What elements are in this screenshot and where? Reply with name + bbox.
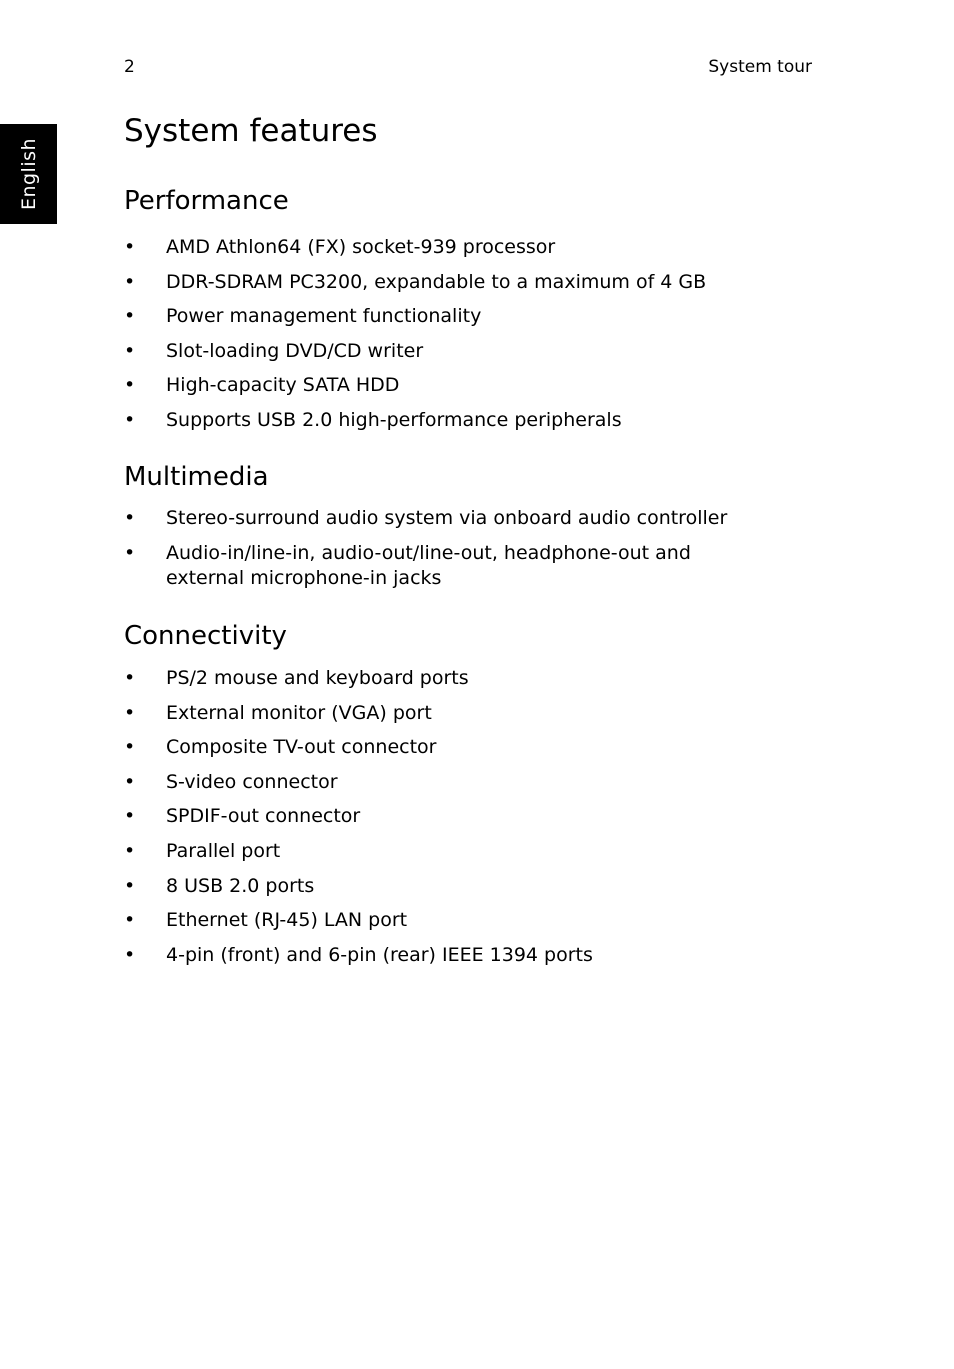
bullet-icon: • [124, 874, 136, 897]
list-item-text: Slot-loading DVD/CD writer [166, 339, 424, 362]
page-number: 2 [124, 57, 135, 77]
list-item [124, 804, 824, 829]
list-item-text: 4-pin (front) and 6-pin (rear) IEEE 1394 ports [166, 943, 593, 966]
list-item-text: DDR-SDRAM PC3200, expandable to a maximum of 4 GB [166, 270, 707, 293]
list-item-text: 8 USB 2.0 ports [166, 874, 315, 897]
list-item [124, 373, 824, 398]
feature-list [124, 666, 824, 968]
list-item-text: Ethernet (RJ-45) LAN port [166, 909, 408, 932]
feature-list [124, 506, 824, 591]
bullet-icon: • [124, 805, 136, 828]
bullet-icon: • [124, 507, 136, 529]
list-item [124, 701, 824, 726]
list-item-text: AMD Athlon64 (FX) socket-939 processor [166, 236, 556, 258]
list-item-text: SPDIF-out connector [166, 805, 361, 828]
list-item-text: Power management functionality [166, 305, 482, 328]
list-item-text: External monitor (VGA) port [166, 701, 432, 724]
section-connectivity [124, 621, 824, 977]
list-item [124, 735, 824, 760]
list-item [124, 270, 824, 295]
list-item-text: S-video connector [166, 770, 338, 793]
bullet-icon: • [124, 839, 136, 862]
language-tab-label: English [17, 137, 40, 211]
list-item [124, 874, 824, 899]
bullet-icon: • [124, 374, 136, 397]
list-item-text: Supports USB 2.0 high-performance peripherals [166, 408, 622, 431]
list-item [124, 908, 824, 933]
list-item [124, 506, 824, 531]
list-item [124, 339, 824, 364]
bullet-icon: • [124, 770, 136, 793]
list-item [124, 541, 756, 591]
bullet-icon: • [124, 541, 136, 564]
page-title: System features [124, 113, 378, 149]
list-item-text: PS/2 mouse and keyboard ports [166, 667, 469, 689]
list-item [124, 235, 824, 260]
bullet-icon: • [124, 701, 136, 724]
section-heading: Connectivity [124, 621, 287, 651]
section-heading: Performance [124, 186, 289, 216]
bullet-icon: • [124, 736, 136, 759]
bullet-icon: • [124, 943, 136, 966]
bullet-icon: • [124, 909, 136, 932]
list-item [124, 304, 824, 329]
bullet-icon: • [124, 339, 136, 362]
list-item-text: Audio-in/line-in, audio-out/line-out, headphone-out and external microphone-in jacks [166, 541, 691, 589]
feature-list [124, 235, 824, 433]
section-heading: Multimedia [124, 462, 269, 492]
bullet-icon: • [124, 667, 136, 689]
language-tab [0, 124, 57, 224]
list-item [124, 666, 824, 691]
bullet-icon: • [124, 270, 136, 293]
list-item-text: Stereo-surround audio system via onboard audio controller [166, 507, 728, 529]
list-item-text: Parallel port [166, 839, 281, 862]
list-item-text: High-capacity SATA HDD [166, 374, 400, 397]
running-header: System tour [708, 57, 812, 77]
list-item [124, 943, 824, 968]
section-performance [124, 186, 824, 443]
list-item [124, 839, 824, 864]
section-multimedia [124, 462, 824, 600]
bullet-icon: • [124, 236, 136, 258]
list-item-text: Composite TV-out connector [166, 736, 437, 759]
bullet-icon: • [124, 408, 136, 431]
list-item [124, 770, 824, 795]
bullet-icon: • [124, 305, 136, 328]
list-item [124, 408, 824, 433]
